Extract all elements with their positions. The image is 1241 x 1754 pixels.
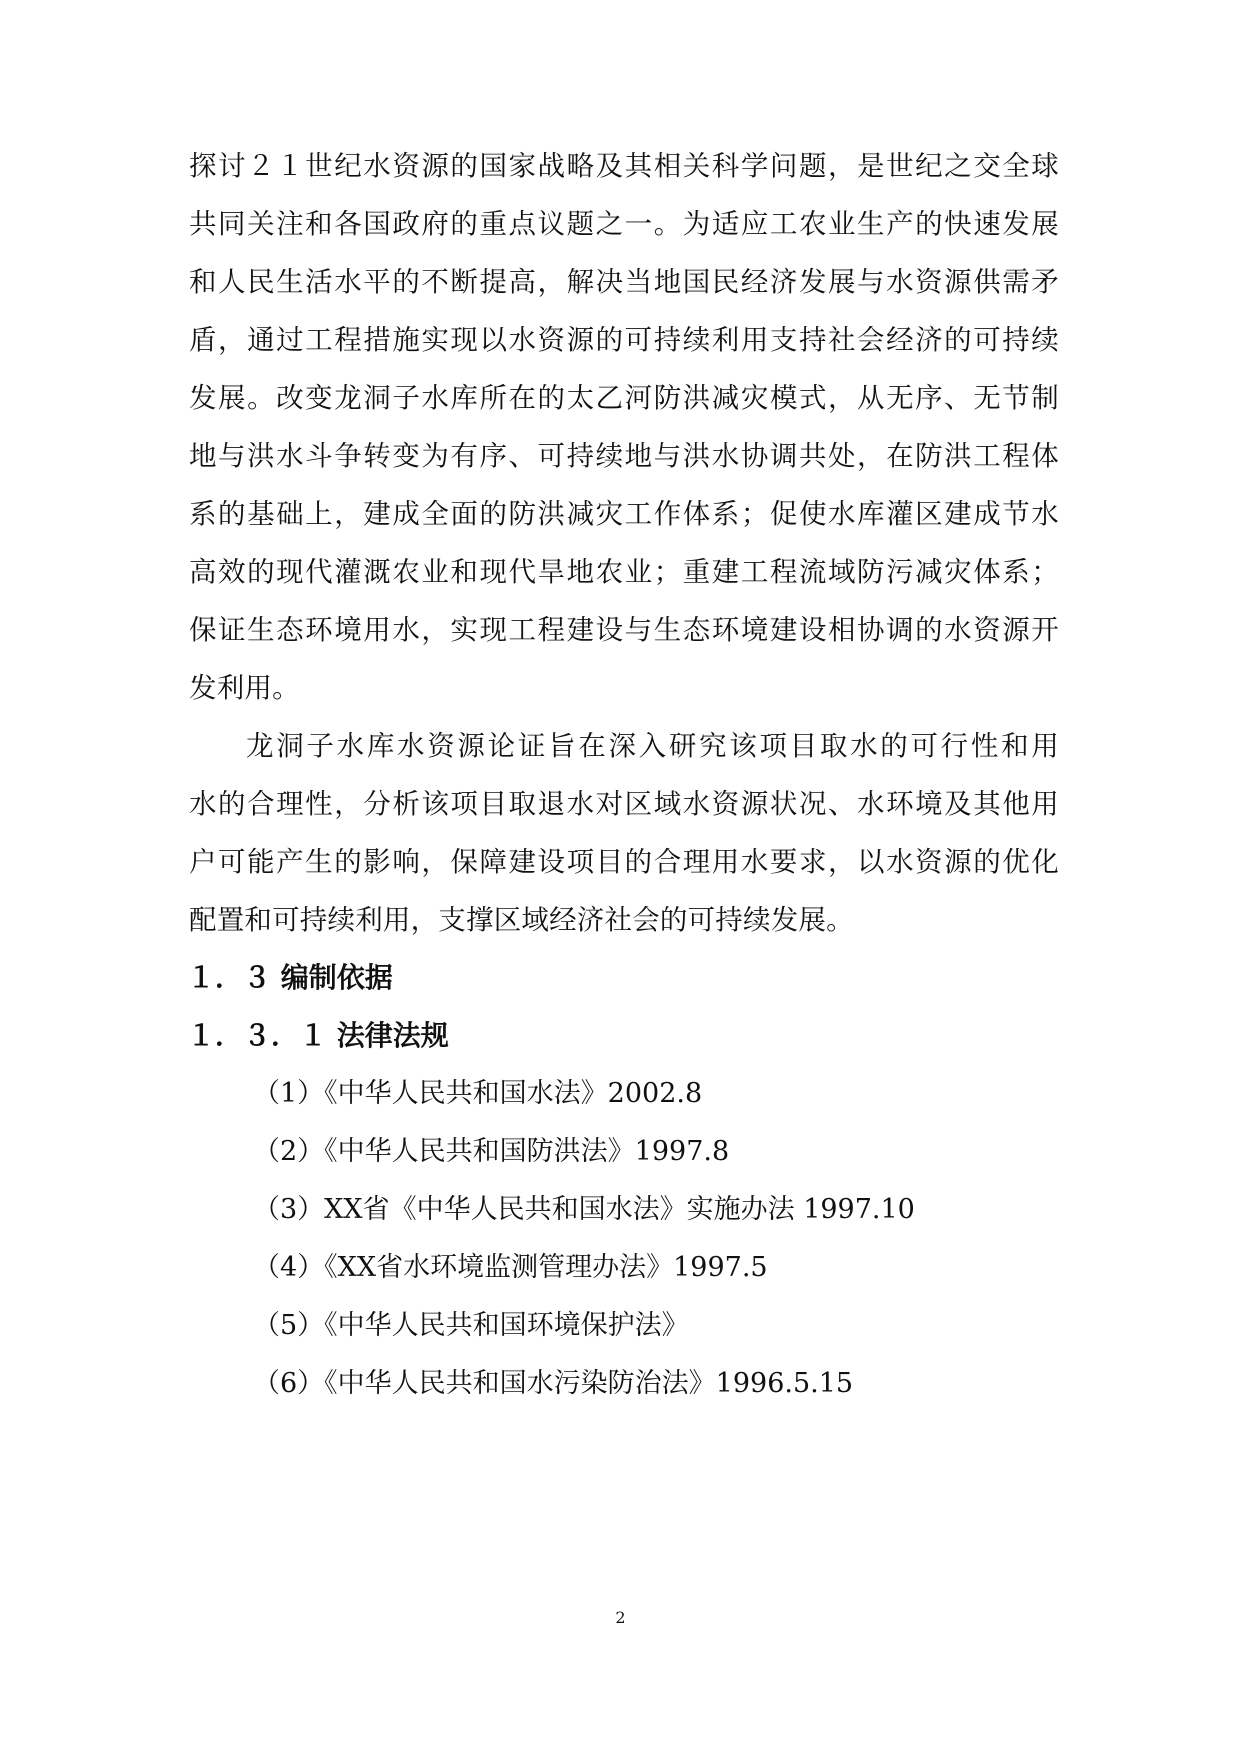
paragraph-1-line-3: 和人民生活水平的不断提高，解决当地国民经济发展与水资源供需矛 <box>189 266 1059 298</box>
law-item: （6）《中华人民共和国水污染防治法》1996.5.15 <box>253 1368 854 1399</box>
paragraph-1-line-8: 高效的现代灌溉农业和现代旱地农业；重建工程流域防污减灾体系； <box>189 556 1059 588</box>
section-heading: １．３ 编制依据 <box>187 961 393 994</box>
paragraph-1-line-9: 保证生态环境用水，实现工程建设与生态环境建设相协调的水资源开 <box>189 614 1059 646</box>
law-item: （4）《XX省水环境监测管理办法》1997.5 <box>253 1252 768 1283</box>
paragraph-1-line-1: 探讨２１世纪水资源的国家战略及其相关科学问题，是世纪之交全球 <box>189 150 1059 182</box>
law-item: （5）《中华人民共和国环境保护法》 <box>253 1310 689 1341</box>
paragraph-1-line-7: 系的基础上，建成全面的防洪减灾工作体系；促使水库灌区建成节水 <box>189 498 1059 530</box>
subsection-heading: １．３．１ 法律法规 <box>187 1019 449 1052</box>
paragraph-2-line-1: 龙洞子水库水资源论证旨在深入研究该项目取水的可行性和用 <box>246 730 1059 762</box>
paragraph-1-line-4: 盾，通过工程措施实现以水资源的可持续利用支持社会经济的可持续 <box>189 324 1059 356</box>
paragraph-2-line-4: 配置和可持续利用，支撑区域经济社会的可持续发展。 <box>189 904 854 936</box>
paragraph-1-line-2: 共同关注和各国政府的重点议题之一。为适应工农业生产的快速发展 <box>189 208 1059 240</box>
law-item: （1）《中华人民共和国水法》2002.8 <box>253 1078 703 1109</box>
paragraph-1-line-10: 发利用。 <box>189 672 300 704</box>
paragraph-1-line-6: 地与洪水斗争转变为有序、可持续地与洪水协调共处，在防洪工程体 <box>189 440 1059 472</box>
paragraph-2-line-2: 水的合理性，分析该项目取退水对区域水资源状况、水环境及其他用 <box>189 788 1059 820</box>
paragraph-2-line-3: 户可能产生的影响，保障建设项目的合理用水要求，以水资源的优化 <box>189 846 1059 878</box>
law-item: （2）《中华人民共和国防洪法》1997.8 <box>253 1136 730 1167</box>
page-number: 2 <box>615 1608 626 1627</box>
law-item: （3）XX省《中华人民共和国水法》实施办法 1997.10 <box>253 1194 915 1225</box>
paragraph-1-line-5: 发展。改变龙洞子水库所在的太乙河防洪减灾模式，从无序、无节制 <box>189 382 1059 414</box>
